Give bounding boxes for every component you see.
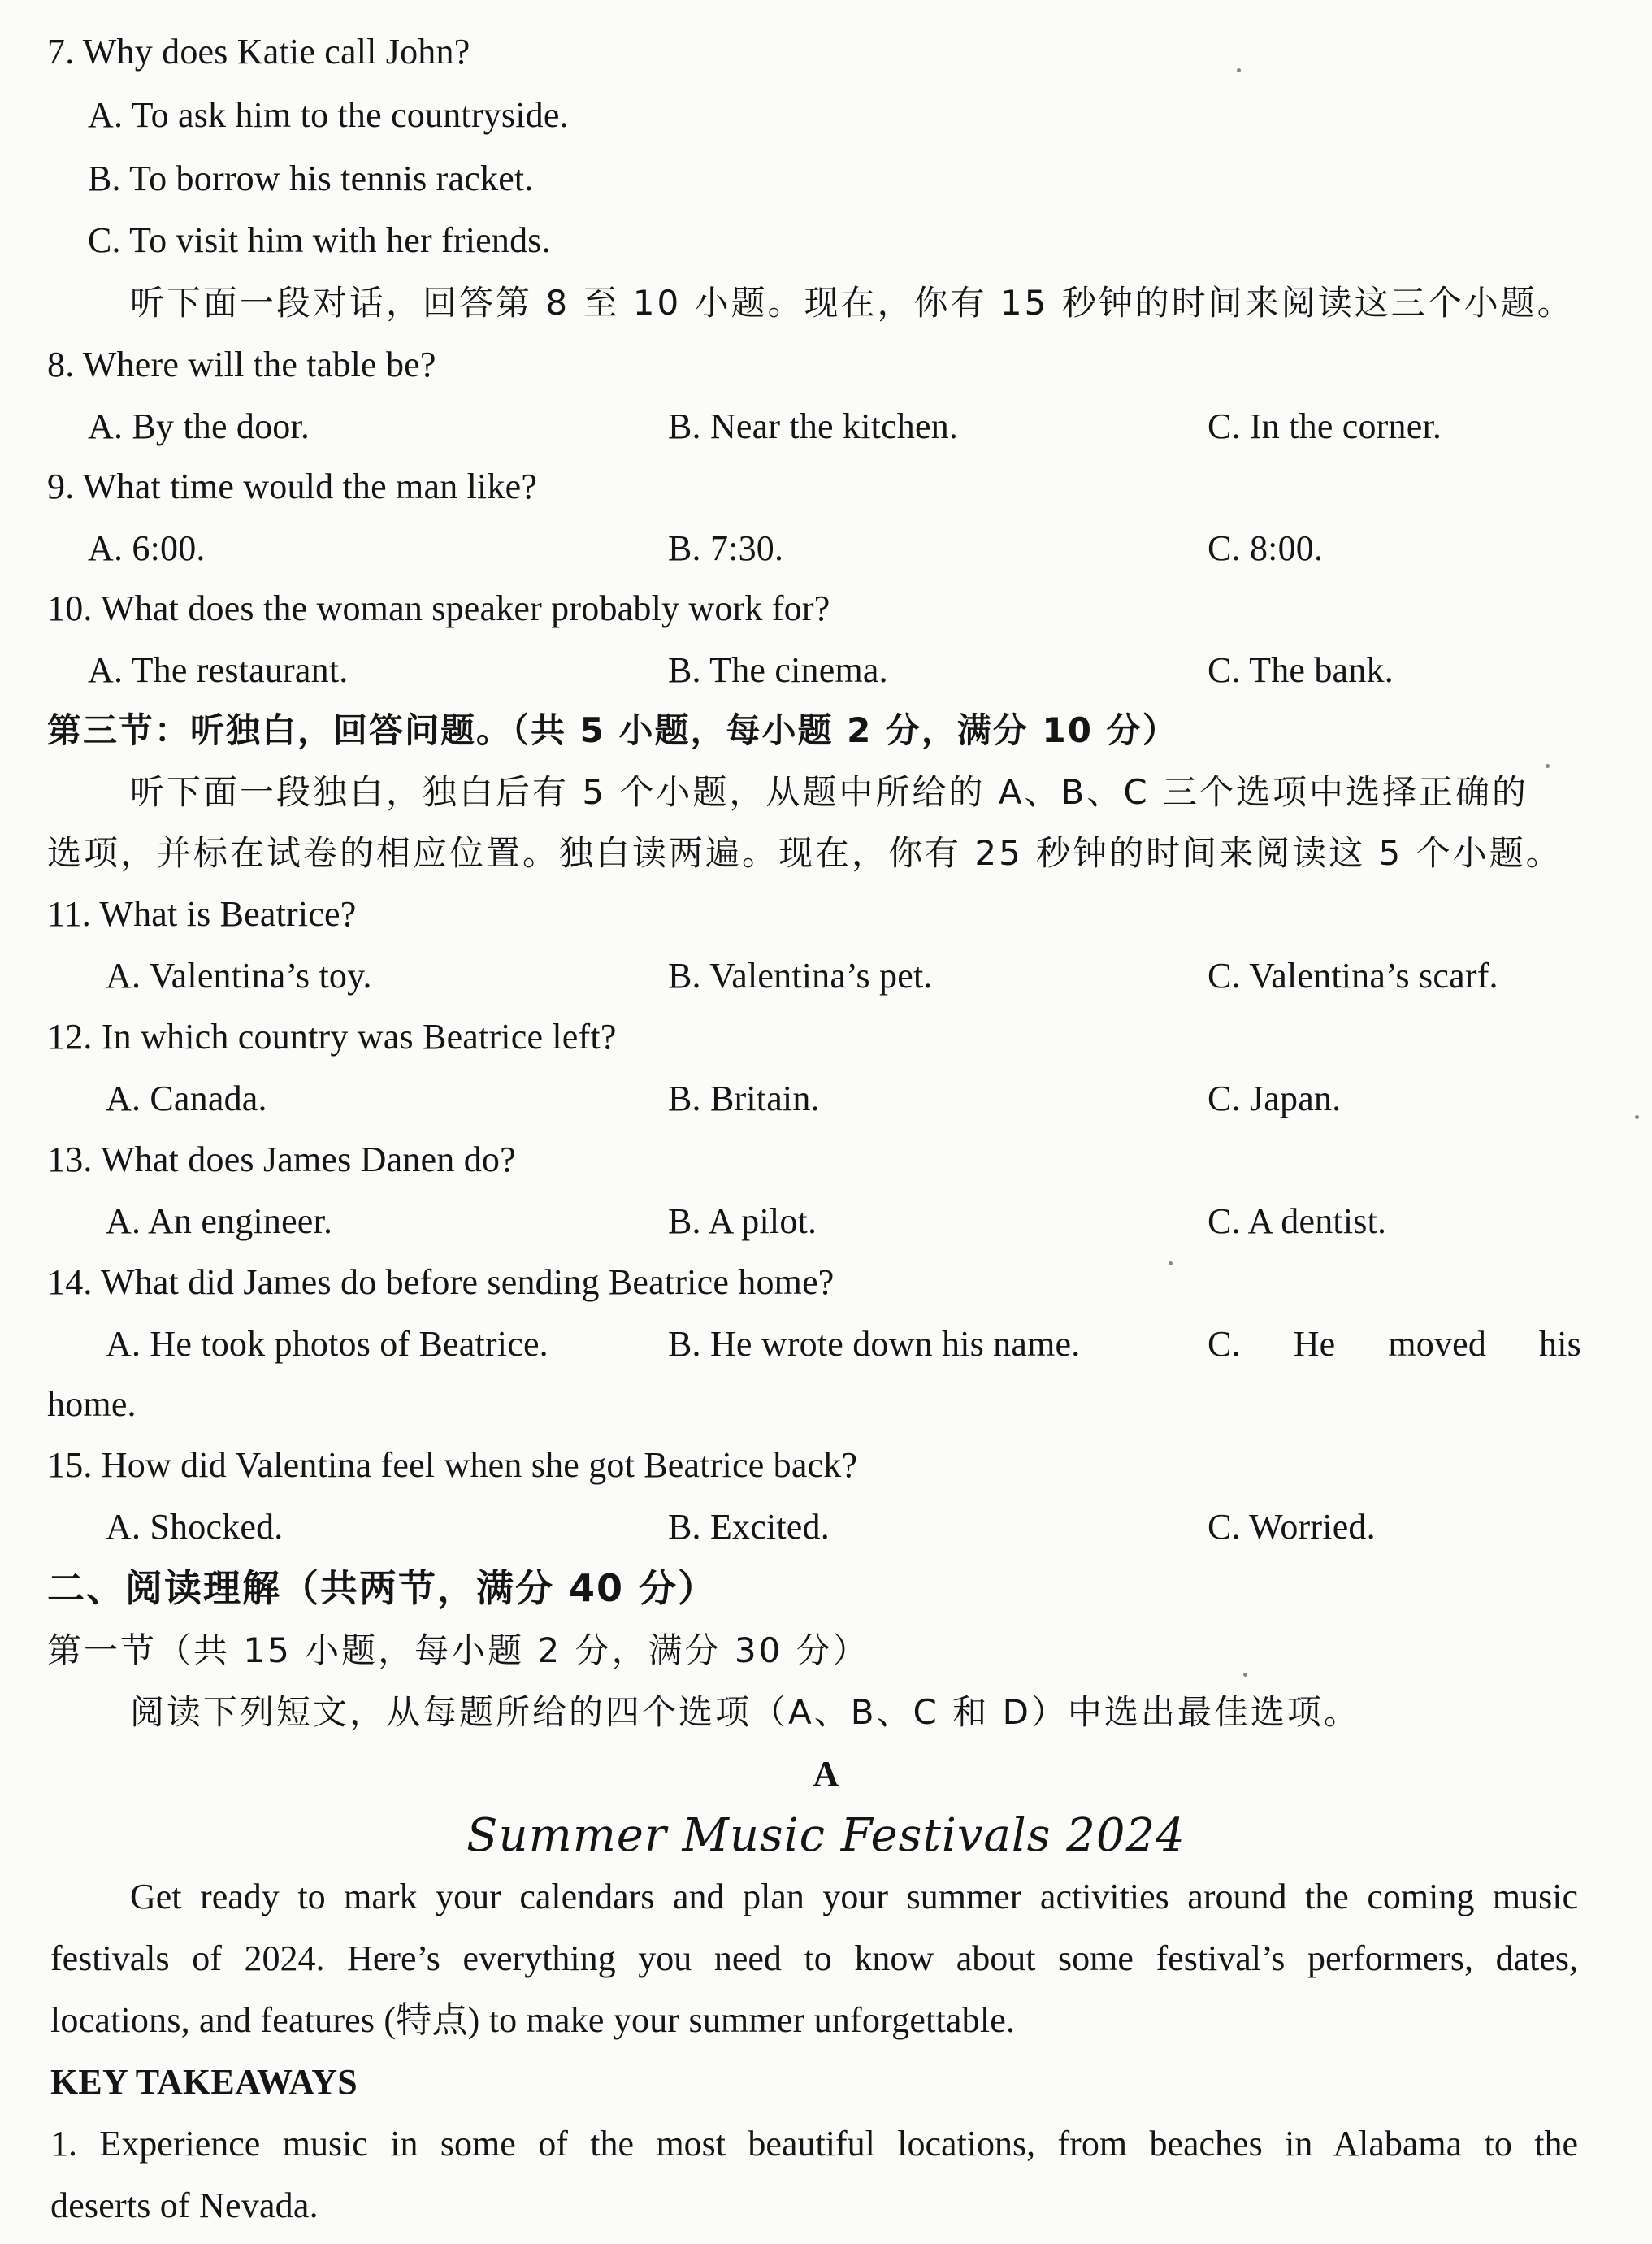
- key-takeaways-heading: KEY TAKEAWAYS: [50, 2062, 358, 2102]
- section-3-instruction-line2: 选项，并标在试卷的相应位置。独白读两遍。现在，你有 25 秒钟的时间来阅读这 5 个小题。: [47, 833, 1563, 873]
- part-2-title: 二、阅读理解（共两节，满分 40 分）: [47, 1566, 718, 1610]
- scan-speck: [1635, 1115, 1639, 1119]
- question-9-stem: 9. What time would the man like?: [47, 467, 538, 506]
- question-13-stem: 13. What does James Danen do?: [47, 1139, 516, 1179]
- scan-speck: [1169, 1261, 1173, 1265]
- question-14-option-b: B. He wrote down his name.: [668, 1324, 1081, 1364]
- question-12-option-b: B. Britain.: [668, 1079, 820, 1118]
- question-7-stem: 7. Why does Katie call John?: [47, 32, 470, 72]
- question-15-option-b: B. Excited.: [668, 1507, 830, 1547]
- passage-label: A: [813, 1754, 839, 1794]
- scan-speck: [1237, 68, 1241, 72]
- question-14-option-c-continued: home.: [47, 1384, 137, 1424]
- instruction-8-10: 听下面一段对话，回答第 8 至 10 小题。现在，你有 15 秒钟的时间来阅读这三个小题。: [130, 283, 1574, 323]
- question-11-option-a: A. Valentina’s toy.: [106, 956, 372, 996]
- question-7-option-c: C. To visit him with her friends.: [88, 220, 551, 260]
- passage-title: Summer Music Festivals 2024: [466, 1809, 1186, 1862]
- scan-speck: [1546, 764, 1550, 768]
- question-9-option-a: A. 6:00.: [88, 528, 206, 568]
- question-11-option-b: B. Valentina’s pet.: [668, 956, 933, 996]
- question-15-option-c: C. Worried.: [1208, 1507, 1376, 1547]
- takeaway-1-line2: deserts of Nevada.: [50, 2185, 319, 2225]
- question-8-option-b: B. Near the kitchen.: [668, 406, 959, 446]
- question-14-option-c: C. He moved his: [1208, 1324, 1581, 1364]
- question-11-stem: 11. What is Beatrice?: [47, 894, 357, 934]
- part-2-instruction: 阅读下列短文，从每题所给的四个选项（A、B、C 和 D）中选出最佳选项。: [130, 1692, 1360, 1732]
- question-13-option-b: B. A pilot.: [668, 1201, 817, 1241]
- question-7-option-b: B. To borrow his tennis racket.: [88, 158, 534, 198]
- question-8-option-c: C. In the corner.: [1208, 406, 1442, 446]
- question-8-stem: 8. Where will the table be?: [47, 345, 436, 384]
- question-9-option-c: C. 8:00.: [1208, 528, 1324, 568]
- question-14-stem: 14. What did James do before sending Beatrice home?: [47, 1262, 835, 1302]
- takeaway-1-line1: 1. Experience music in some of the most beautiful locations, from beaches in Alabama to the: [50, 2124, 1578, 2164]
- question-15-option-a: A. Shocked.: [106, 1507, 284, 1547]
- question-11-option-c: C. Valentina’s scarf.: [1208, 956, 1498, 996]
- question-12-option-a: A. Canada.: [106, 1079, 267, 1118]
- passage-paragraph-line1: Get ready to mark your calendars and plan your summer activities around the coming music: [130, 1877, 1578, 1916]
- section-3-title: 第三节：听独白，回答问题。（共 5 小题，每小题 2 分，满分 10 分）: [47, 710, 1178, 750]
- question-10-option-a: A. The restaurant.: [88, 650, 349, 690]
- part-2-section-1-title: 第一节（共 15 小题，每小题 2 分，满分 30 分）: [47, 1630, 869, 1670]
- question-10-stem: 10. What does the woman speaker probably work for?: [47, 588, 830, 628]
- scan-speck: [1243, 1673, 1247, 1677]
- question-12-stem: 12. In which country was Beatrice left?: [47, 1017, 617, 1057]
- question-10-option-b: B. The cinema.: [668, 650, 888, 690]
- passage-paragraph-line2: festivals of 2024. Here’s everything you need to know about some festival’s performers, dates,: [50, 1938, 1578, 1978]
- question-14-option-a: A. He took photos of Beatrice.: [106, 1324, 548, 1364]
- question-8-option-a: A. By the door.: [88, 406, 310, 446]
- question-13-option-c: C. A dentist.: [1208, 1201, 1387, 1241]
- question-10-option-c: C. The bank.: [1208, 650, 1394, 690]
- section-3-instruction-line1: 听下面一段独白，独白后有 5 个小题，从题中所给的 A、B、C 三个选项中选择正确的: [130, 772, 1528, 812]
- passage-paragraph-line3: locations, and features (特点) to make your summer unforgettable.: [50, 2000, 1016, 2040]
- question-7-option-a: A. To ask him to the countryside.: [88, 95, 569, 135]
- question-12-option-c: C. Japan.: [1208, 1079, 1342, 1118]
- question-13-option-a: A. An engineer.: [106, 1201, 333, 1241]
- question-9-option-b: B. 7:30.: [668, 528, 784, 568]
- question-15-stem: 15. How did Valentina feel when she got Beatrice back?: [47, 1445, 858, 1485]
